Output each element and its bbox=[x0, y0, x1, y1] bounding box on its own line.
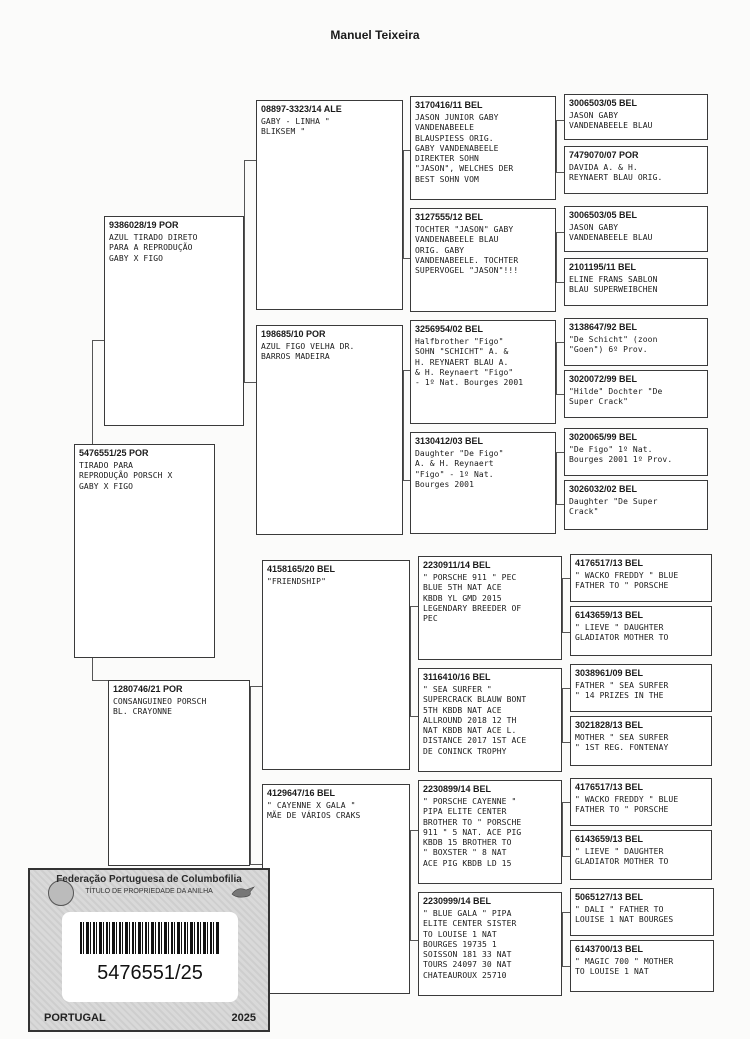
connector-line bbox=[556, 120, 557, 172]
connector-line bbox=[403, 150, 404, 258]
connector-line bbox=[562, 856, 570, 857]
pedigree-box-gen4-10 bbox=[570, 606, 712, 656]
card-year: 2025 bbox=[231, 1012, 256, 1024]
ring-number: 5476551/25 POR bbox=[79, 448, 149, 458]
connector-line bbox=[556, 394, 564, 395]
pedigree-box-sdd bbox=[410, 432, 556, 534]
connector-line bbox=[556, 452, 557, 504]
bird-description: Halfbrother "Figo" SOHN "SCHICHT" A. & H. REYNAERT BLAU A. & H. Reynaert "Figo" - 1º Nat. Bourges 2001 bbox=[415, 337, 524, 388]
pedigree-box-gen4-6 bbox=[564, 370, 708, 418]
bird-description: " LIEVE " DAUGHTER GLADIATOR MOTHER TO bbox=[575, 847, 669, 867]
ring-number: 2230899/14 BEL bbox=[423, 784, 492, 794]
ring-number: 3130412/03 BEL bbox=[415, 436, 484, 446]
connector-line bbox=[556, 120, 564, 121]
connector-line bbox=[562, 912, 570, 913]
pedigree-box-gen4-13 bbox=[570, 778, 712, 826]
pedigree-box-dds bbox=[418, 780, 562, 884]
pedigree-box-gen4-8 bbox=[564, 480, 708, 530]
ring-number: 3020072/99 BEL bbox=[569, 374, 638, 384]
bird-description: " BLUE GALA " PIPA ELITE CENTER SISTER TO LOUISE 1 NAT BOURGES 19735 1 SOISSON 181 33 NAT TOURS 24097 30 NAT CHATEAUROUX 25710 bbox=[423, 909, 517, 980]
ring-number: 3020065/99 BEL bbox=[569, 432, 638, 442]
pedigree-box-dam-sire bbox=[262, 560, 410, 770]
ring-ownership-card bbox=[28, 868, 270, 1032]
ring-number: 2230911/14 BEL bbox=[423, 560, 491, 570]
bird-description: MOTHER " SEA SURFER " 1ST REG. FONTENAY bbox=[575, 733, 669, 753]
ring-number: 198685/10 POR bbox=[261, 329, 326, 339]
ring-number: 3006503/05 BEL bbox=[569, 210, 638, 220]
pedigree-box-gen4-15 bbox=[570, 888, 714, 936]
connector-line bbox=[92, 340, 93, 444]
pedigree-box-gen4-12 bbox=[570, 716, 712, 766]
connector-line bbox=[556, 172, 564, 173]
pedigree-box-gen4-14 bbox=[570, 830, 712, 880]
bird-description: DAVIDA A. & H. REYNAERT BLAU ORIG. bbox=[569, 163, 663, 183]
ring-number: 1280746/21 POR bbox=[113, 684, 183, 694]
pedigree-box-gen4-4 bbox=[564, 258, 708, 306]
connector-line bbox=[562, 802, 563, 856]
bird-description: AZUL TIRADO DIRETO PARA A REPRODUÇÃO GABY X FIGO bbox=[109, 233, 198, 263]
connector-line bbox=[562, 742, 570, 743]
card-country: PORTUGAL bbox=[44, 1012, 106, 1024]
connector-line bbox=[250, 686, 262, 687]
connector-line bbox=[244, 160, 256, 161]
bird-description: "Hilde" Dochter "De Super Crack" bbox=[569, 387, 663, 407]
pedigree-box-gen4-5 bbox=[564, 318, 708, 366]
connector-line bbox=[403, 370, 404, 480]
pedigree-box-sire bbox=[104, 216, 244, 426]
connector-line bbox=[92, 680, 108, 681]
bird-description: TIRADO PARA REPRODUÇÃO PORSCH X GABY X FIGO bbox=[79, 461, 173, 491]
connector-line bbox=[562, 578, 570, 579]
connector-line bbox=[556, 342, 564, 343]
pedigree-box-sss bbox=[410, 96, 556, 200]
ring-number: 7479070/07 POR bbox=[569, 150, 639, 160]
page-title: Manuel Teixeira bbox=[330, 28, 420, 42]
pedigree-box-gen4-9 bbox=[570, 554, 712, 602]
ring-number: 3127555/12 BEL bbox=[415, 212, 484, 222]
ring-number: 6143700/13 BEL bbox=[575, 944, 644, 954]
connector-line bbox=[562, 966, 570, 967]
ring-number: 3006503/05 BEL bbox=[569, 98, 638, 108]
connector-line bbox=[556, 232, 557, 282]
connector-line bbox=[250, 686, 251, 864]
connector-line bbox=[556, 232, 564, 233]
connector-line bbox=[562, 802, 570, 803]
ring-number: 2101195/11 BEL bbox=[569, 262, 637, 272]
bird-description: ELINE FRANS SABLON BLAU SUPERWEIBCHEN bbox=[569, 275, 658, 295]
ring-number: 3116410/16 BEL bbox=[423, 672, 491, 682]
connector-line bbox=[244, 382, 256, 383]
pedigree-box-gen4-16 bbox=[570, 940, 714, 992]
ring-number: 2230999/14 BEL bbox=[423, 896, 492, 906]
ring-number: 9386028/19 POR bbox=[109, 220, 179, 230]
pedigree-box-ddd bbox=[418, 892, 562, 996]
ring-number: 3038961/09 BEL bbox=[575, 668, 644, 678]
connector-line bbox=[244, 160, 245, 382]
bird-description: Daughter "De Figo" A. & H. Reynaert "Figo" - 1º Nat. Bourges 2001 bbox=[415, 449, 504, 489]
pedigree-box-dam-dam bbox=[262, 784, 410, 994]
pedigree-box-sds bbox=[410, 320, 556, 424]
ring-number: 3256954/02 BEL bbox=[415, 324, 484, 334]
card-ring-number: 5476551/25 bbox=[97, 962, 203, 984]
bird-description: FATHER " SEA SURFER " 14 PRIZES IN THE bbox=[575, 681, 669, 701]
ring-number: 4176517/13 BEL bbox=[575, 782, 644, 792]
connector-line bbox=[410, 606, 411, 716]
ring-number: 5065127/13 BEL bbox=[575, 892, 644, 902]
bird-description: CONSANGUINEO PORSCH BL. CRAYONNE bbox=[113, 697, 207, 717]
pedigree-box-ssd bbox=[410, 208, 556, 312]
ring-number: 3026032/02 BEL bbox=[569, 484, 638, 494]
bird-description: Daughter "De Super Crack" bbox=[569, 497, 658, 517]
bird-description: " WACKO FREDDY " BLUE FATHER TO " PORSCHE bbox=[575, 795, 679, 815]
pedigree-box-dss bbox=[418, 556, 562, 660]
bird-description: AZUL FIGO VELHA DR. BARROS MADEIRA bbox=[261, 342, 355, 362]
barcode bbox=[80, 922, 220, 954]
bird-description: " MAGIC 700 " MOTHER TO LOUISE 1 NAT bbox=[575, 957, 674, 977]
connector-line bbox=[250, 864, 262, 865]
bird-description: " WACKO FREDDY " BLUE FATHER TO " PORSCHE bbox=[575, 571, 679, 591]
connector-line bbox=[556, 342, 557, 394]
ring-number: 6143659/13 BEL bbox=[575, 834, 644, 844]
bird-description: " PORSCHE CAYENNE " PIPA ELITE CENTER BROTHER TO " PORSCHE 911 " 5 NAT. ACE PIG KBDB 15 BROTHER TO " BOXSTER " 8 NAT ACE PIG KBDB LD 15 bbox=[423, 797, 522, 868]
connector-line bbox=[92, 658, 93, 680]
bird-description: " SEA SURFER " SUPERCRACK BLAUW BONT 5TH KBDB NAT ACE ALLROUND 2018 12 TH NAT KBDB NAT ACE L. DISTANCE 2017 1ST ACE DE CONINCK TROPHY bbox=[423, 685, 527, 756]
bird-description: " DALI " FATHER TO LOUISE 1 NAT BOURGES bbox=[575, 905, 674, 925]
ring-number: 4129647/16 BEL bbox=[267, 788, 336, 798]
connector-line bbox=[410, 830, 411, 940]
bird-description: JASON GABY VANDENABEELE BLAU bbox=[569, 223, 653, 243]
connector-line bbox=[556, 282, 564, 283]
connector-line bbox=[556, 452, 564, 453]
ring-number: 6143659/13 BEL bbox=[575, 610, 644, 620]
bird-description: " PORSCHE 911 " PEC BLUE 5TH NAT ACE KBDB YL GMD 2015 LEGENDARY BREEDER OF PEC bbox=[423, 573, 522, 624]
pedigree-box-sire-dam bbox=[256, 325, 403, 535]
pedigree-box-subject bbox=[74, 444, 215, 658]
bird-description: "De Schicht" (zoon "Goen") 6º Prov. bbox=[569, 335, 658, 355]
pedigree-box-sire-sire bbox=[256, 100, 403, 310]
bird-description: TOCHTER "JASON" GABY VANDENABEELE BLAU ORIG. GABY VANDENABEELE. TOCHTER SUPERVOGEL "JASON"!!! bbox=[415, 225, 519, 276]
bird-description: " LIEVE " DAUGHTER GLADIATOR MOTHER TO bbox=[575, 623, 669, 643]
pedigree-box-gen4-11 bbox=[570, 664, 712, 712]
connector-line bbox=[556, 504, 564, 505]
connector-line bbox=[562, 632, 570, 633]
connector-line bbox=[92, 340, 104, 341]
bird-description: GABY - LINHA " BLIKSEM " bbox=[261, 117, 330, 137]
ring-number: 3170416/11 BEL bbox=[415, 100, 483, 110]
bird-description: " CAYENNE X GALA " MÃE DE VÁRIOS CRAKS bbox=[267, 801, 361, 821]
bird-description: JASON GABY VANDENABEELE BLAU bbox=[569, 111, 653, 131]
ring-number: 4176517/13 BEL bbox=[575, 558, 644, 568]
ring-number: 08897-3323/14 ALE bbox=[261, 104, 342, 114]
connector-line bbox=[562, 912, 563, 966]
pedigree-box-gen4-7 bbox=[564, 428, 708, 476]
bird-description: JASON JUNIOR GABY VANDENABEELE BLAUSPIESS ORIG. GABY VANDENABEELE DIREKTER SOHN "JASON", WELCHES DER BEST SOHN VOM bbox=[415, 113, 514, 184]
ring-number: 3021828/13 BEL bbox=[575, 720, 644, 730]
ring-number: 3138647/92 BEL bbox=[569, 322, 638, 332]
ring-label bbox=[62, 912, 238, 1002]
pedigree-box-gen4-3 bbox=[564, 206, 708, 252]
federation-name: Federação Portuguesa de Columbofilia bbox=[56, 874, 242, 885]
connector-line bbox=[562, 578, 563, 632]
ring-number: 4158165/20 BEL bbox=[267, 564, 336, 574]
pedigree-box-gen4-2 bbox=[564, 146, 708, 194]
bird-description: "De Figo" 1º Nat. Bourges 2001 1º Prov. bbox=[569, 445, 673, 465]
card-subtitle: TÍTULO DE PROPRIEDADE DA ANILHA bbox=[85, 888, 213, 895]
pedigree-box-gen4-1 bbox=[564, 94, 708, 140]
pedigree-box-dam bbox=[108, 680, 250, 866]
connector-line bbox=[562, 688, 563, 742]
bird-description: "FRIENDSHIP" bbox=[267, 577, 326, 586]
connector-line bbox=[562, 688, 570, 689]
pedigree-box-dsd bbox=[418, 668, 562, 772]
